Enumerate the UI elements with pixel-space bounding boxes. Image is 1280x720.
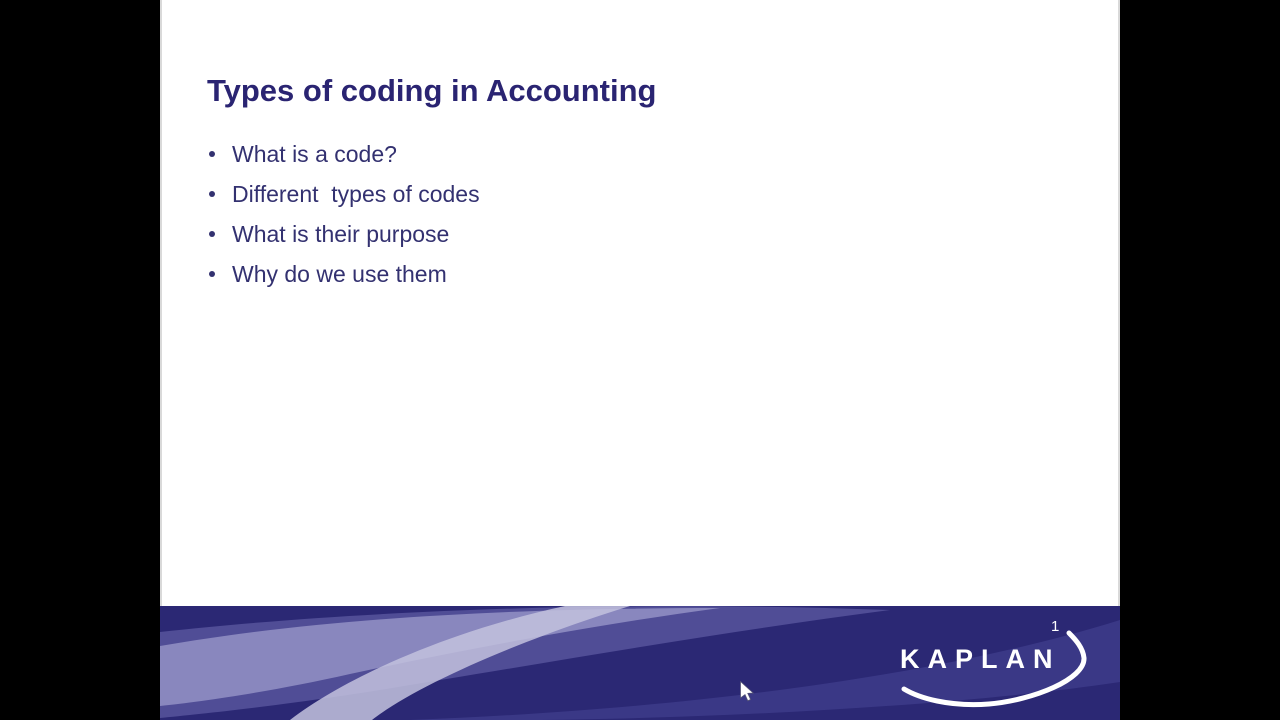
- bullet-icon: [209, 271, 215, 277]
- presentation-slide: [160, 0, 1120, 720]
- list-item: [209, 141, 480, 181]
- slide-number: 1: [1051, 618, 1060, 635]
- letterbox-right: [1120, 0, 1280, 720]
- bullet-text: Different types of codes: [232, 181, 480, 207]
- bullet-text: What is a code?: [232, 141, 397, 167]
- bullet-text: Why do we use them: [232, 261, 447, 287]
- list-item: [209, 261, 480, 301]
- slide-title: Types of coding in Accounting: [207, 72, 657, 108]
- bullet-icon: [209, 231, 215, 237]
- mouse-cursor-icon: [740, 681, 756, 703]
- kaplan-logo-text: KAPLAN: [900, 644, 1061, 674]
- bullet-icon: [209, 151, 215, 157]
- letterbox-left: [0, 0, 160, 720]
- slide-footer: [160, 606, 1120, 720]
- list-item: [209, 221, 480, 261]
- bullet-list: [209, 141, 480, 301]
- bullet-text: What is their purpose: [232, 221, 450, 247]
- bullet-icon: [209, 191, 215, 197]
- list-item: [209, 181, 480, 221]
- kaplan-logo: [893, 618, 1093, 714]
